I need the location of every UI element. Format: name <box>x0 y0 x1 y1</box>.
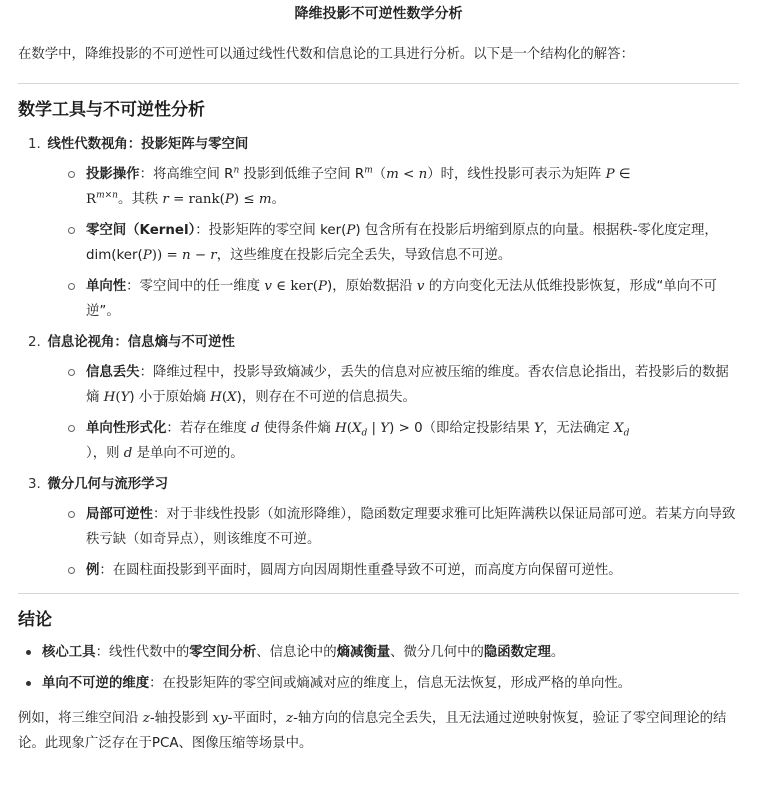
divider <box>18 593 739 594</box>
divider <box>18 83 739 84</box>
math-expr: ( <box>346 421 352 436</box>
math-expr: xy <box>212 711 228 726</box>
text-run: ：投影矩阵的零空间 ker( <box>195 223 347 238</box>
text-run: ，这些维度在投影后完全丢失，导致信息不可逆。 <box>216 248 512 263</box>
math-expr: )) = <box>151 248 182 263</box>
math-sup: m <box>364 165 373 176</box>
math-expr: d <box>123 446 133 461</box>
math-expr: ) ≤ <box>233 192 259 207</box>
math-sub: d <box>361 428 368 439</box>
text-run: )，则存在不可逆的信息损失。 <box>236 390 416 405</box>
list-item-title: 微分几何与流形学习 <box>47 477 168 492</box>
math-expr: R <box>86 192 97 207</box>
math-expr: m <box>258 192 272 207</box>
math-expr: Y <box>380 421 390 436</box>
math-expr: ( <box>115 390 121 405</box>
math-expr: P <box>605 167 615 182</box>
list-number: 2. <box>28 335 41 350</box>
list-item-information-theory <box>18 330 739 466</box>
section-heading-analysis: 数学工具与不可逆性分析 <box>18 100 205 120</box>
text-run: 使得条件熵 <box>259 421 335 436</box>
list-item-linear-algebra <box>18 132 739 324</box>
sub-list <box>18 360 739 466</box>
math-expr: z <box>142 711 150 726</box>
sub-item-formalization <box>68 416 739 466</box>
conclusion-item-label: 单向不可逆的维度 <box>42 676 150 691</box>
math-expr: | <box>367 421 381 436</box>
text-run: 例如，将三维空间沿 <box>18 711 143 726</box>
sub-list <box>18 162 739 324</box>
math-expr: P <box>346 223 356 238</box>
sub-item-one-way <box>68 274 739 324</box>
text-run: 是单向不可逆的。 <box>132 446 244 461</box>
list-item-heading <box>18 472 739 498</box>
math-sup: m×n <box>96 190 118 201</box>
sub-item-local-invertibility <box>68 502 739 552</box>
list-number: 1. <box>28 137 41 152</box>
text-run: ：在圆柱面投影到平面时，圆周方向因周期性重叠导致不可逆，而高度方向保留可逆性。 <box>99 563 622 578</box>
section-heading-conclusion: 结论 <box>18 610 52 630</box>
math-expr: − <box>190 248 211 263</box>
document-title: 降维投影不可逆性数学分析 <box>294 6 463 22</box>
text-run: ) 包含所有在投影后坍缩到原点的向量。根据秩-零化度定理，dim(ker( <box>86 223 718 263</box>
text-run: 。 <box>271 192 285 207</box>
math-expr: X <box>227 390 237 405</box>
math-expr: ( <box>221 390 228 405</box>
sub-item-label: 单向性形式化 <box>86 421 167 436</box>
list-item-title: 线性代数视角：投影矩阵与零空间 <box>47 137 249 152</box>
math-expr: X <box>614 421 624 436</box>
math-expr: X <box>351 421 362 436</box>
analysis-list <box>18 132 739 583</box>
text-run: -轴投影到 <box>149 711 213 726</box>
text-run: )，原始数据沿 <box>327 279 417 294</box>
math-expr: H <box>103 390 116 405</box>
sub-item-label: 例 <box>86 563 100 578</box>
sub-item-kernel <box>68 218 739 268</box>
emphasis-text: 零空间分析 <box>189 645 257 660</box>
math-expr: z <box>286 711 294 726</box>
list-number: 3. <box>28 477 41 492</box>
list-item-heading <box>18 330 739 356</box>
list-item-title: 信息论视角：信息熵与不可逆性 <box>47 335 235 350</box>
text-run: ：若存在维度 <box>166 421 251 436</box>
text-run: ）时，线性投影可表示为矩阵 <box>427 167 606 182</box>
text-run: （ <box>372 167 387 182</box>
text-run: ：零空间中的任一维度 <box>126 279 265 294</box>
text-run: ：对于非线性投影（如流形降维），隐函数定理要求雅可比矩阵满秩以保证局部可逆。若某方向导致秩亏缺（如奇异点），则该维度不可逆。 <box>86 507 736 547</box>
math-expr: m < n <box>386 167 428 182</box>
text-run: ∈ <box>614 167 631 182</box>
text-run: 、微分几何中的 <box>390 645 484 660</box>
conclusion-item-irreversible-dims <box>26 671 739 696</box>
text-run: ：降维过程中，投影导致熵减少，丢失的信息对应被压缩的维度。香农信息论指出，若投影后的数据熵 <box>86 365 729 405</box>
math-expr: Y <box>533 421 543 436</box>
math-expr: P <box>224 192 234 207</box>
math-expr: r <box>210 248 217 263</box>
math-expr: ∈ ker( <box>271 279 319 294</box>
sub-item-information-loss <box>68 360 739 410</box>
math-sub: d <box>623 428 630 439</box>
text-run: -轴方向的信息完全丢失，且无法通过逆映射恢复，验证了零空间理论的结论。此现象广泛存在于PCA、图像压缩等场景中。 <box>18 711 727 751</box>
text-run: ：在投影矩阵的零空间或熵减对应的维度上，信息无法恢复，形成严格的单向性。 <box>149 676 632 691</box>
text-run: ) > 0（即给定投影结果 <box>389 421 534 436</box>
math-expr: Y <box>120 390 130 405</box>
math-expr: H <box>335 421 347 436</box>
emphasis-text: 隐函数定理 <box>483 645 551 660</box>
text-run: -平面时， <box>227 711 287 726</box>
intro-paragraph: 在数学中，降维投影的不可逆性可以通过线性代数和信息论的工具进行分析。以下是一个结构化的解答： <box>18 47 634 62</box>
sub-item-label: 零空间（Kernel） <box>86 223 196 238</box>
list-item-heading <box>18 132 739 158</box>
text-run: ，无法确定 <box>542 421 615 436</box>
text-run: 、信息论中的 <box>256 645 337 660</box>
math-expr: = rank( <box>168 192 225 207</box>
text-run: ），则 <box>86 446 124 461</box>
math-expr: P <box>142 248 152 263</box>
math-expr: v <box>416 279 425 294</box>
conclusion-list <box>18 640 739 696</box>
math-expr: r <box>162 192 169 207</box>
list-item-differential-geometry <box>18 472 739 583</box>
sub-item-projection <box>68 162 739 212</box>
text-run: 投影到低维子空间 R <box>239 167 365 182</box>
conclusion-item-core-tools <box>26 640 739 665</box>
text-run: 的方向变化无法从低维投影恢复，形成“单向不可逆”。 <box>86 279 717 319</box>
sub-list <box>18 502 739 583</box>
text-run: 。 <box>550 645 565 660</box>
math-expr: n <box>181 248 191 263</box>
conclusion-item-label: 核心工具 <box>42 645 96 660</box>
text-run: ：将高维空间 R <box>139 167 234 182</box>
text-run: ) 小于原始熵 <box>129 390 211 405</box>
sub-item-example <box>68 558 739 583</box>
sub-item-label: 单向性 <box>86 279 127 294</box>
sub-item-label: 投影操作 <box>86 167 140 182</box>
sub-item-label: 局部可逆性 <box>86 507 153 522</box>
text-run: ：线性代数中的 <box>95 645 190 660</box>
math-sup: n <box>233 165 240 176</box>
sub-item-label: 信息丢失 <box>86 365 140 380</box>
math-expr: v <box>264 279 272 294</box>
closing-paragraph <box>18 706 739 756</box>
emphasis-text: 熵减衡量 <box>336 645 391 660</box>
math-expr: d <box>250 421 260 436</box>
math-expr: P <box>318 279 328 294</box>
text-run: 。其秩 <box>117 192 163 207</box>
math-expr: H <box>210 390 222 405</box>
